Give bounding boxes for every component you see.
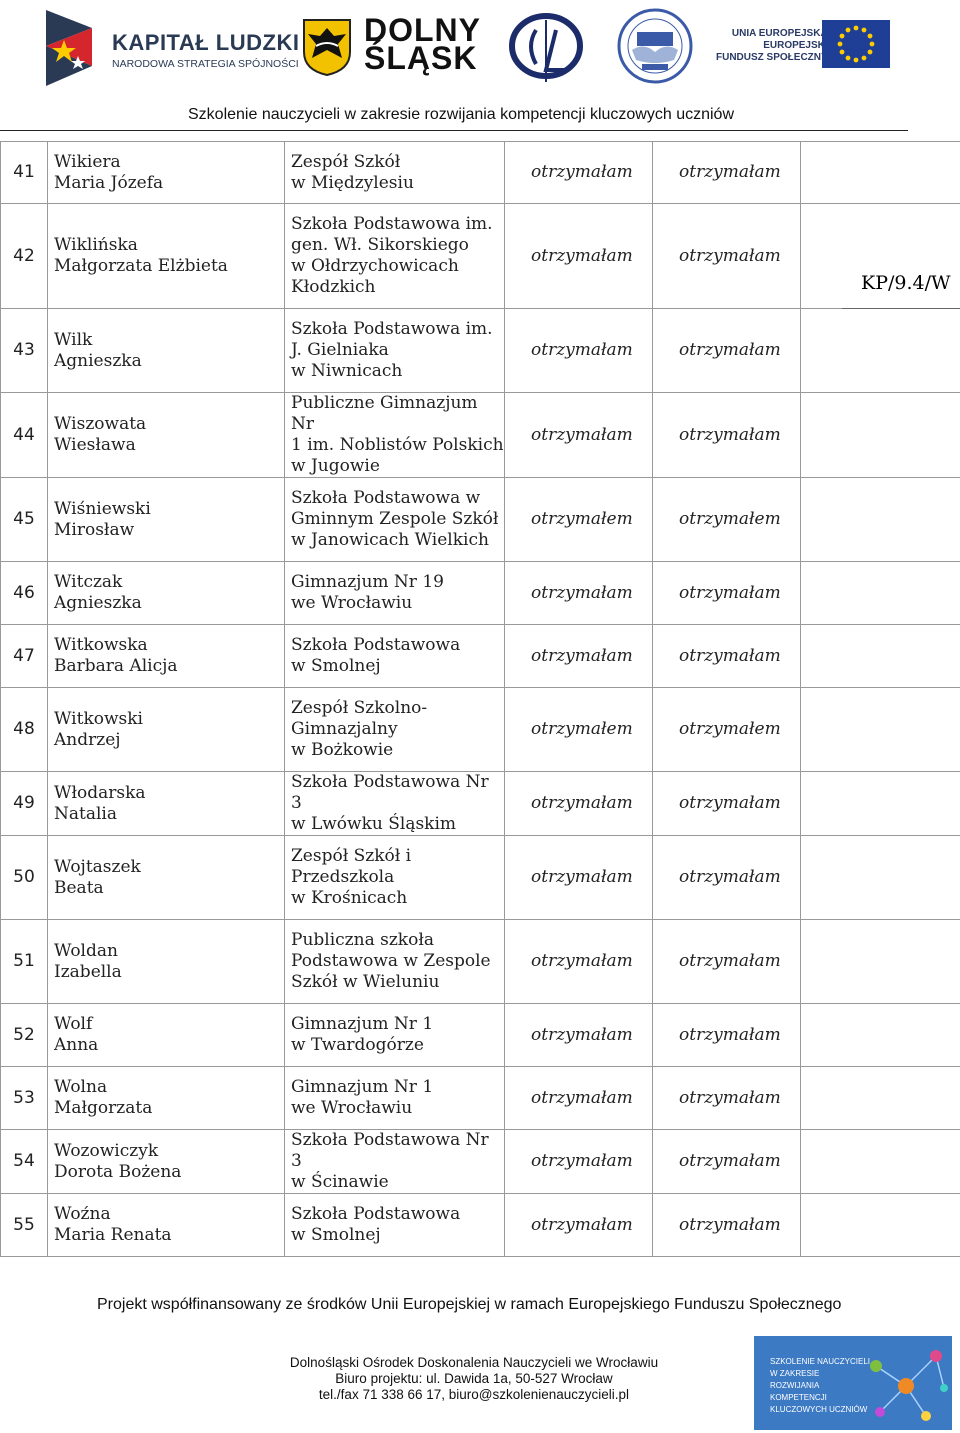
receipt-status-2: otrzymałam — [653, 1194, 801, 1257]
participant-name — [48, 393, 285, 478]
network-nodes-icon — [856, 1336, 952, 1430]
receipt-status-2: otrzymałam — [653, 393, 801, 478]
empty-cell — [801, 836, 960, 920]
participant-table — [0, 141, 960, 1257]
eu-line1: UNIA EUROPEJSKA — [731, 28, 828, 39]
empty-cell — [801, 478, 960, 562]
receipt-status-2: otrzymałem — [653, 478, 801, 562]
dolny-slask-line2: ŚLĄSK — [364, 40, 478, 76]
name-line: Barbara Alicja — [54, 656, 178, 676]
name-line: Maria Józefa — [54, 172, 164, 193]
name-line: Wikiera — [54, 151, 121, 172]
receipt-status-2: otrzymałam — [653, 1004, 801, 1067]
school-line: Gminnym Zespole Szkół — [291, 509, 499, 529]
receipt-status-2: otrzymałem — [653, 688, 801, 772]
receipt-status-1: otrzymałam — [505, 562, 653, 625]
project-office: Biuro projektu: ul. Dawida 1a, 50-527 Wrocław — [335, 1371, 613, 1386]
table-row — [1, 836, 960, 920]
school-line: Gimnazjum Nr 1 — [291, 1077, 434, 1097]
participant-name — [48, 772, 285, 836]
name-line: Natalia — [54, 803, 117, 824]
school-line: Gimnazjum Nr 19 — [291, 572, 444, 592]
school-line: Zespół Szkolno- — [291, 698, 428, 718]
school-line: Zespół Szkół — [291, 151, 401, 172]
receipt-status-2: otrzymałam — [653, 1067, 801, 1130]
name-line: Wiszowata — [54, 414, 147, 434]
name-line: Maria Renata — [54, 1225, 172, 1245]
school-line: w Smolnej — [291, 1225, 381, 1245]
school-name — [285, 772, 505, 836]
empty-cell — [801, 393, 960, 478]
badge-line: ROZWIJANIA — [770, 1381, 820, 1390]
table-row — [1, 204, 960, 309]
row-number: 50 — [1, 836, 48, 920]
table-row — [1, 625, 960, 688]
school-line: Publiczna szkoła — [291, 930, 434, 950]
program-subtitle: Szkolenie nauczycieli w zakresie rozwijania kompetencji kluczowych uczniów — [188, 106, 735, 123]
name-line: Woźna — [54, 1204, 111, 1224]
table-row — [1, 309, 960, 393]
dolny-slask-line1: DOLNY — [364, 12, 481, 48]
school-line: w Twardogórze — [291, 1035, 424, 1055]
school-name — [285, 1067, 505, 1130]
receipt-status-2: otrzymałam — [653, 920, 801, 1004]
table-row — [1, 478, 960, 562]
school-line: w Janowicach Wielkich — [291, 530, 489, 550]
name-line: Witczak — [54, 572, 123, 592]
school-line: Gimnazjum Nr 1 — [291, 1014, 434, 1034]
receipt-status-1: otrzymałam — [505, 1004, 653, 1067]
school-name — [285, 836, 505, 920]
empty-cell — [801, 309, 960, 393]
table-row — [1, 393, 960, 478]
school-line: Kłodzkich — [291, 277, 376, 297]
school-line: w Ścinawie — [291, 1172, 389, 1192]
receipt-status-2: otrzymałam — [653, 142, 801, 204]
badge-line: KOMPETENCJI — [770, 1393, 827, 1402]
school-line: w Niwnicach — [291, 361, 403, 381]
name-line: Witkowski — [54, 708, 143, 729]
empty-cell — [801, 1067, 960, 1130]
table-row — [1, 1130, 960, 1194]
school-line: Zespół Szkół i — [291, 846, 412, 866]
table-row — [1, 562, 960, 625]
table-row — [1, 1194, 960, 1257]
row-number: 55 — [1, 1194, 48, 1257]
table-row — [1, 142, 960, 204]
name-line: Małgorzata Elżbieta — [54, 256, 228, 276]
badge-line: SZKOLENIE NAUCZYCIELI — [770, 1357, 871, 1366]
school-line: 1 im. Noblistów Polskich — [291, 435, 504, 455]
receipt-status-1: otrzymałem — [505, 688, 653, 772]
empty-cell — [801, 625, 960, 688]
school-line: Szkoła Podstawowa — [291, 635, 461, 655]
school-line: Publiczne Gimnazjum Nr — [291, 393, 478, 434]
receipt-status-1: otrzymałam — [505, 142, 653, 204]
participant-name — [48, 478, 285, 562]
empty-cell — [801, 1004, 960, 1067]
receipt-status-2: otrzymałam — [653, 562, 801, 625]
eu-line2: EUROPEJSKI — [763, 40, 828, 51]
receipt-status-1: otrzymałam — [505, 920, 653, 1004]
school-line: Szkoła Podstawowa — [291, 1204, 461, 1224]
school-line: Szkoła Podstawowa w — [291, 488, 481, 508]
name-line: Wolf — [54, 1014, 93, 1034]
school-name — [285, 920, 505, 1004]
name-line: Włodarska — [54, 782, 146, 803]
school-line: w Ołdrzychowicach — [291, 256, 459, 276]
kapital-ludzki-flag-icon — [42, 6, 96, 90]
school-name — [285, 562, 505, 625]
empty-cell — [801, 772, 960, 836]
participant-name — [48, 920, 285, 1004]
row-number: 45 — [1, 478, 48, 562]
empty-cell — [801, 1130, 960, 1194]
participant-name — [48, 204, 285, 309]
dolny-slask-logo — [364, 12, 481, 76]
name-line: Wiklińska — [54, 235, 138, 255]
participant-name — [48, 1194, 285, 1257]
document-code: KP/9.4/W — [857, 272, 955, 294]
row-number: 47 — [1, 625, 48, 688]
participant-name — [48, 836, 285, 920]
table-row — [1, 688, 960, 772]
school-line: w Lwówku Śląskim — [291, 814, 457, 834]
training-badge-logo — [754, 1336, 952, 1430]
participant-name — [48, 1067, 285, 1130]
empty-cell — [801, 688, 960, 772]
school-line: gen. Wł. Sikorskiego — [291, 235, 469, 255]
name-line: Anna — [54, 1035, 99, 1055]
name-line: Małgorzata — [54, 1098, 153, 1118]
table-row — [1, 772, 960, 836]
empty-cell — [801, 1194, 960, 1257]
name-line: Wojtaszek — [54, 856, 141, 877]
school-emblem-icon — [506, 10, 586, 90]
doc-code-underline — [842, 308, 960, 309]
school-line: Szkoła Podstawowa Nr 3 — [291, 1130, 489, 1171]
name-line: Agnieszka — [54, 593, 142, 613]
row-number: 49 — [1, 772, 48, 836]
school-line: Szkoła Podstawowa im. — [291, 319, 493, 339]
row-number: 43 — [1, 309, 48, 393]
participant-name — [48, 142, 285, 204]
participant-name — [48, 625, 285, 688]
eu-line3: FUNDUSZ SPOŁECZNY — [716, 52, 828, 63]
participant-name — [48, 562, 285, 625]
table-row — [1, 1067, 960, 1130]
receipt-status-2: otrzymałam — [653, 772, 801, 836]
name-line: Witkowska — [54, 635, 148, 655]
name-line: Mirosław — [54, 519, 135, 540]
cofinance-note: Projekt współfinansowany ze środków Unii Europejskiej w ramach Europejskiego Funduszu Społecznego — [97, 1296, 842, 1313]
name-line: Wilk — [54, 329, 93, 350]
school-line: we Wrocławiu — [291, 593, 413, 613]
row-number: 52 — [1, 1004, 48, 1067]
participant-name — [48, 309, 285, 393]
kapital-ludzki-logo — [112, 30, 299, 70]
name-line: Woldan — [54, 940, 118, 961]
name-line: Izabella — [54, 961, 122, 982]
row-number: 54 — [1, 1130, 48, 1194]
organizer-name: Dolnośląski Ośrodek Doskonalenia Nauczycieli we Wrocławiu — [289, 1355, 659, 1370]
name-line: Wozowiczyk — [54, 1140, 159, 1161]
school-line: Gimnazjalny — [291, 719, 398, 739]
eu-fund-label — [716, 28, 828, 64]
receipt-status-1: otrzymałam — [505, 393, 653, 478]
school-name — [285, 393, 505, 478]
school-line: w Smolnej — [291, 656, 381, 676]
eagle-crest-icon — [302, 18, 352, 76]
row-number: 51 — [1, 920, 48, 1004]
school-name — [285, 688, 505, 772]
receipt-status-1: otrzymałam — [505, 204, 653, 309]
row-number: 46 — [1, 562, 48, 625]
table-row — [1, 920, 960, 1004]
name-line: Dorota Bożena — [54, 1161, 182, 1182]
name-line: Wolna — [54, 1077, 108, 1097]
participant-table-body — [1, 142, 960, 1257]
contact-line: tel./fax 71 338 66 17, biuro@szkolenienauczycieli.pl — [318, 1387, 630, 1402]
kapital-ludzki-subtitle: NARODOWA STRATEGIA SPÓJNOŚCI — [112, 58, 299, 70]
kapital-ludzki-title: KAPITAŁ LUDZKI — [112, 30, 300, 55]
receipt-status-2: otrzymałam — [653, 1130, 801, 1194]
name-line: Andrzej — [54, 729, 121, 750]
receipt-status-2: otrzymałam — [653, 204, 801, 309]
header-divider — [0, 130, 908, 131]
receipt-status-1: otrzymałam — [505, 625, 653, 688]
name-line: Beata — [54, 877, 104, 898]
school-line: w Krośnicach — [291, 888, 408, 908]
participant-name — [48, 1004, 285, 1067]
school-name — [285, 478, 505, 562]
header-logos — [0, 0, 960, 98]
receipt-status-1: otrzymałam — [505, 1130, 653, 1194]
school-name — [285, 204, 505, 309]
school-line: Szkoła Podstawowa Nr 3 — [291, 772, 489, 813]
school-line: J. Gielniaka — [291, 340, 389, 360]
school-name — [285, 1130, 505, 1194]
name-line: Wiesława — [54, 435, 136, 455]
school-line: we Wrocławiu — [291, 1098, 413, 1118]
badge-line: KLUCZOWYCH UCZNIÓW — [770, 1405, 868, 1414]
table-row — [1, 1004, 960, 1067]
school-line: Szkoła Podstawowa im. — [291, 214, 493, 234]
school-line: Szkół w Wieluniu — [291, 972, 440, 992]
school-line: w Międzylesiu — [291, 172, 414, 193]
receipt-status-2: otrzymałam — [653, 625, 801, 688]
eu-flag-icon — [822, 20, 890, 68]
school-name — [285, 625, 505, 688]
school-line: w Bożkowie — [291, 740, 394, 760]
empty-cell — [801, 920, 960, 1004]
badge-line: W ZAKRESIE — [770, 1369, 820, 1378]
row-number: 42 — [1, 204, 48, 309]
empty-cell — [801, 142, 960, 204]
receipt-status-1: otrzymałam — [505, 772, 653, 836]
row-number: 41 — [1, 142, 48, 204]
receipt-status-2: otrzymałam — [653, 836, 801, 920]
school-name — [285, 142, 505, 204]
receipt-status-1: otrzymałam — [505, 1067, 653, 1130]
row-number: 44 — [1, 393, 48, 478]
receipt-status-1: otrzymałam — [505, 309, 653, 393]
receipt-status-2: otrzymałam — [653, 309, 801, 393]
row-number: 53 — [1, 1067, 48, 1130]
participant-name — [48, 1130, 285, 1194]
participant-name — [48, 688, 285, 772]
school-line: Podstawowa w Zespole — [291, 951, 491, 971]
school-line: Przedszkola — [291, 867, 395, 887]
school-name — [285, 1004, 505, 1067]
school-line: w Jugowie — [291, 456, 380, 476]
receipt-status-1: otrzymałam — [505, 836, 653, 920]
receipt-status-1: otrzymałam — [505, 1194, 653, 1257]
row-number: 48 — [1, 688, 48, 772]
organizer-info — [272, 1355, 676, 1403]
receipt-status-1: otrzymałem — [505, 478, 653, 562]
empty-cell — [801, 562, 960, 625]
school-name — [285, 1194, 505, 1257]
dodn-seal-icon — [614, 6, 696, 90]
school-name — [285, 309, 505, 393]
name-line: Wiśniewski — [54, 498, 151, 519]
name-line: Agnieszka — [54, 350, 142, 371]
